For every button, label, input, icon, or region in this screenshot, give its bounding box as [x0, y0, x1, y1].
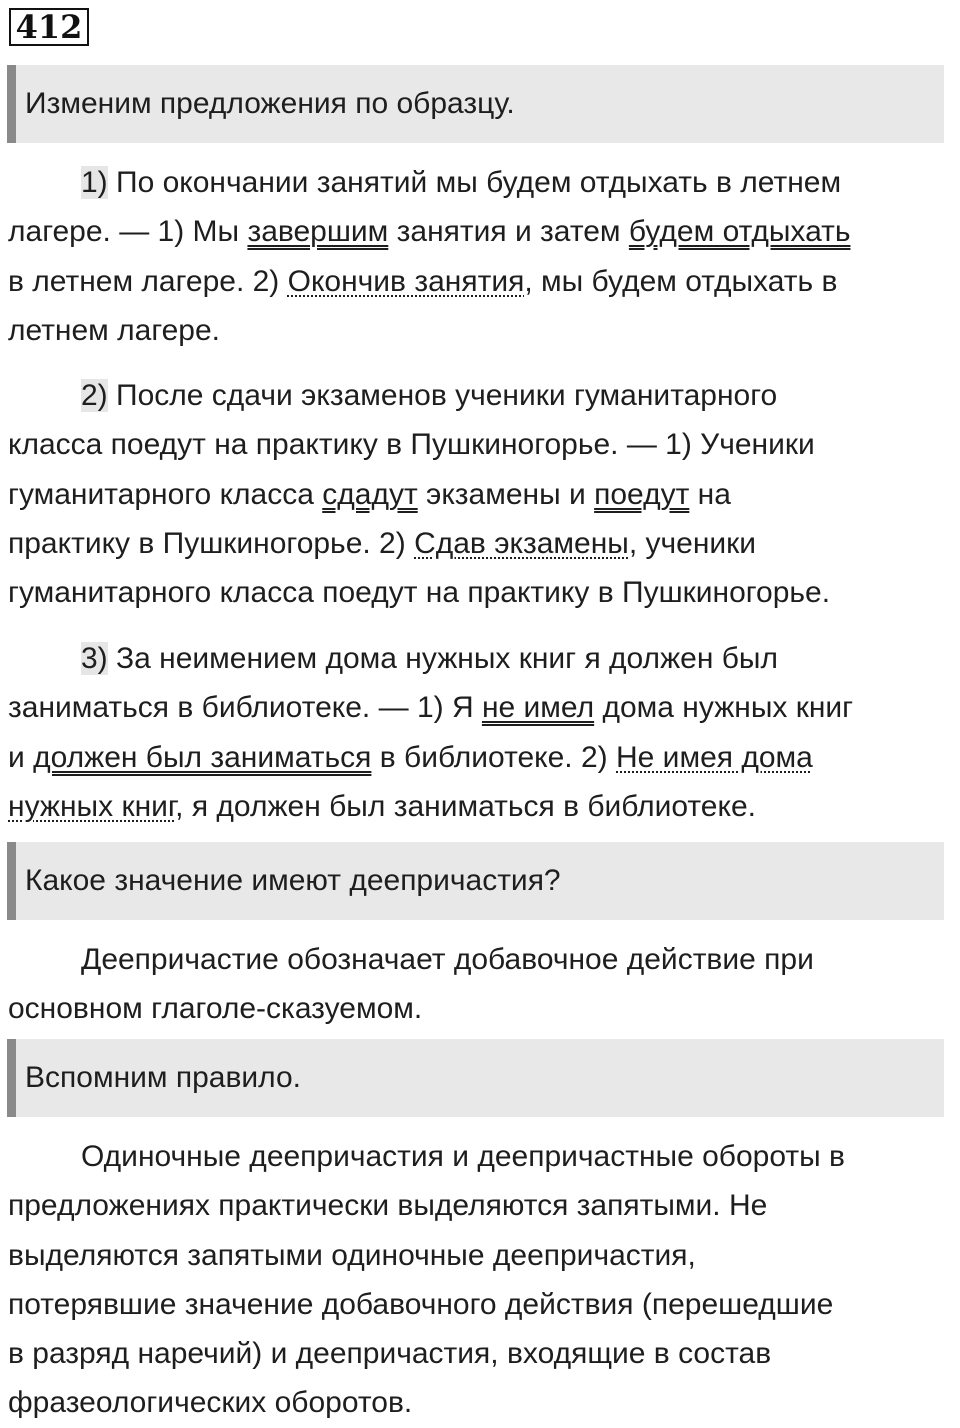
text-run: , я должен был заниматься в библиотеке.	[175, 789, 756, 823]
rule-header: Вспомним правило.	[7, 1039, 944, 1117]
example-3-line	[8, 683, 953, 732]
rule-line: Одиночные деепричастия и деепричастные обороты в	[81, 1140, 845, 1173]
text-run: занятия и затем	[388, 215, 629, 249]
example-2	[8, 371, 953, 617]
example-1-line: летнем лагере.	[8, 313, 221, 347]
adverbial-underline: Сдав экзамены	[414, 526, 629, 560]
example-3-label: 3)	[81, 642, 108, 675]
example-3-line	[8, 733, 953, 782]
example-1-line	[8, 158, 953, 207]
text-run: гуманитарного класса	[8, 477, 323, 511]
example-2-line	[8, 371, 953, 420]
adverbial-underline: Окончив занятия	[287, 264, 525, 298]
example-3-line	[8, 782, 953, 831]
text-run: , мы будем отдыхать в	[524, 264, 838, 298]
text-run: практику в Пушкиногорье. 2)	[8, 526, 415, 560]
task-header: Изменим предложения по образцу.	[7, 65, 944, 143]
question-header: Какое значение имеют деепричастия?	[7, 842, 944, 920]
text-run: лагере. — 1) Мы	[8, 215, 248, 249]
example-2-line: класса поедут на практику в Пушкиногорье. — 1) Ученики	[8, 428, 815, 462]
example-3-line	[8, 634, 953, 683]
predicate-underline: поедут	[594, 477, 690, 511]
text-run: дома нужных книг	[594, 691, 854, 725]
exercise-number: 412	[9, 8, 89, 46]
adverbial-underline: нужных книг	[8, 789, 176, 823]
answer-paragraph	[8, 935, 953, 1034]
rule-line: потерявшие значение добавочного действия (перешедшие	[8, 1287, 834, 1321]
predicate-underline: завершим	[247, 215, 389, 249]
example-1-line	[8, 207, 953, 256]
rule-line: фразеологических оборотов.	[8, 1386, 413, 1420]
text-run: , ученики	[628, 526, 757, 560]
example-3	[8, 634, 953, 831]
example-2-label: 2)	[81, 379, 108, 412]
rule-line: выделяются запятыми одиночные деепричастия,	[8, 1238, 696, 1272]
example-1	[8, 158, 953, 355]
text-run: После сдачи экзаменов ученики гуманитарного	[107, 379, 778, 412]
predicate-underline: будем отдыхать	[628, 215, 851, 249]
example-1-label: 1)	[81, 166, 108, 199]
predicate-underline: сдадут	[322, 477, 418, 511]
text-run: на	[689, 477, 731, 511]
answer-line: основном глаголе-сказуемом.	[8, 992, 423, 1026]
answer-line: Деепричастие обозначает добавочное действие при	[81, 943, 814, 976]
rule-paragraph	[8, 1132, 953, 1428]
predicate-underline: не имел	[481, 691, 595, 725]
text-run: За неимением дома нужных книг я должен был	[107, 642, 778, 675]
text-run: заниматься в библиотеке. — 1) Я	[8, 691, 482, 725]
adverbial-underline: Не имея дома	[616, 740, 813, 774]
example-2-line	[8, 470, 953, 519]
predicate-underline: должен был заниматься	[33, 740, 372, 774]
text-run: в летнем лагере. 2)	[8, 264, 288, 298]
text-run: в библиотеке. 2)	[371, 740, 616, 774]
text-run: экзамены и	[417, 477, 595, 511]
example-2-line	[8, 519, 953, 568]
example-2-line: гуманитарного класса поедут на практику в Пушкиногорье.	[8, 576, 831, 610]
text-run: По окончании занятий мы будем отдыхать в летнем	[107, 166, 842, 199]
text-run: и	[8, 740, 34, 774]
example-1-line	[8, 257, 953, 306]
rule-line: предложениях практически выделяются запятыми. Не	[8, 1189, 768, 1223]
rule-line: в разряд наречий) и деепричастия, входящие в состав	[8, 1337, 772, 1371]
